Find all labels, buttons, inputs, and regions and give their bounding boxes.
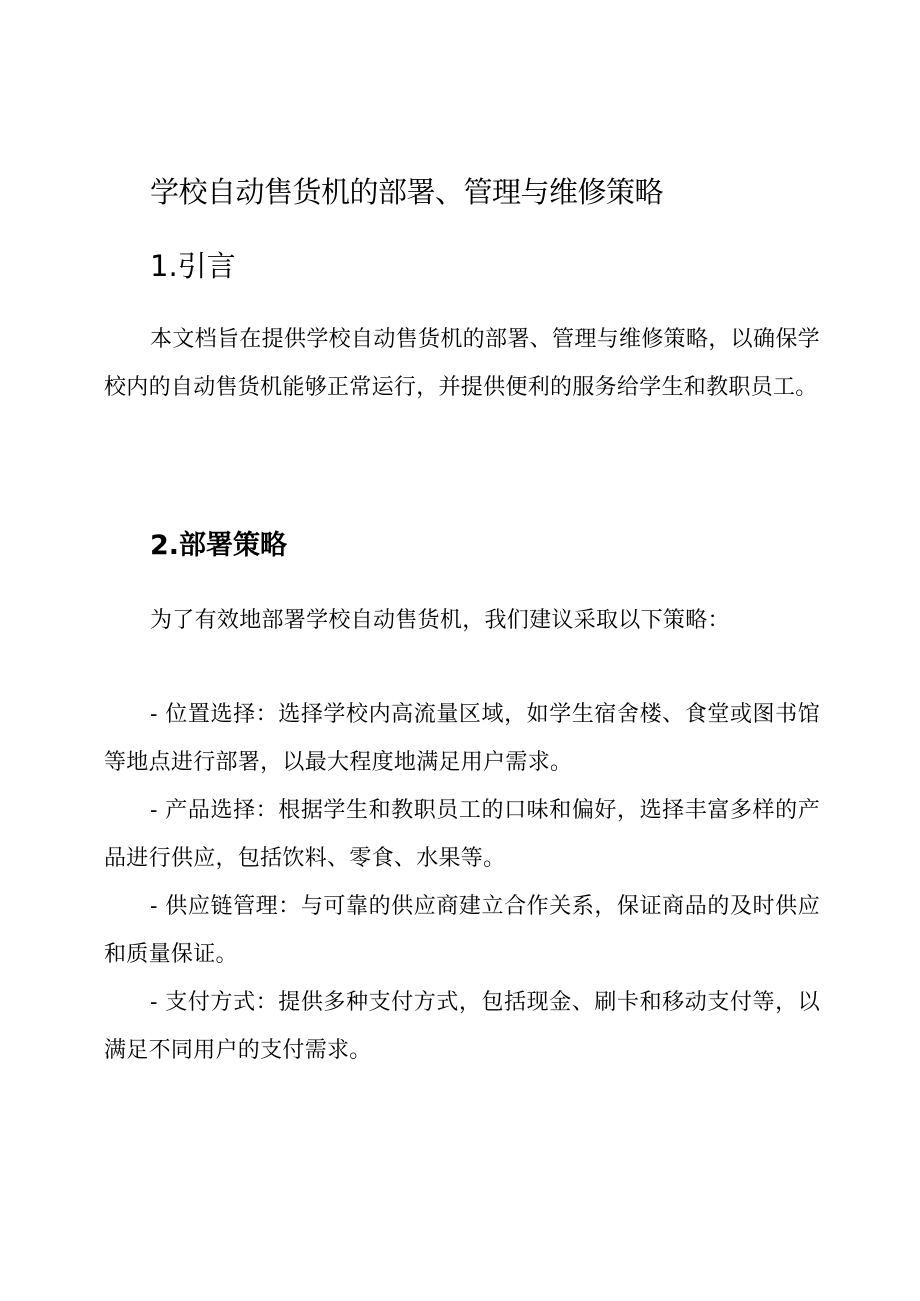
list-item-products: - 产品选择：根据学生和教职员工的口味和偏好，选择丰富多样的产品进行供应，包括饮料、零食、水果等。 [104, 798, 820, 871]
section-heading-intro: 1.引言 [150, 249, 236, 283]
list-item-payment: - 支付方式：提供多种支付方式，包括现金、刷卡和移动支付等，以满足不同用户的支付需求。 [104, 990, 820, 1063]
section-heading-deployment: 2.部署策略 [150, 530, 288, 561]
list-item-location: - 位置选择：选择学校内高流量区域，如学生宿舍楼、食堂或图书馆等地点进行部署，以最大程度地满足用户需求。 [104, 702, 820, 775]
list-item-supply-chain: - 供应链管理：与可靠的供应商建立合作关系，保证商品的及时供应和质量保证。 [104, 894, 820, 967]
document-title: 学校自动售货机的部署、管理与维修策略 [150, 175, 664, 209]
intro-paragraph: 本文档旨在提供学校自动售货机的部署、管理与维修策略，以确保学校内的自动售货机能够正常运行，并提供便利的服务给学生和教职员工。 [104, 327, 820, 400]
deployment-lead-paragraph: 为了有效地部署学校自动售货机，我们建议采取以下策略： [150, 608, 730, 633]
